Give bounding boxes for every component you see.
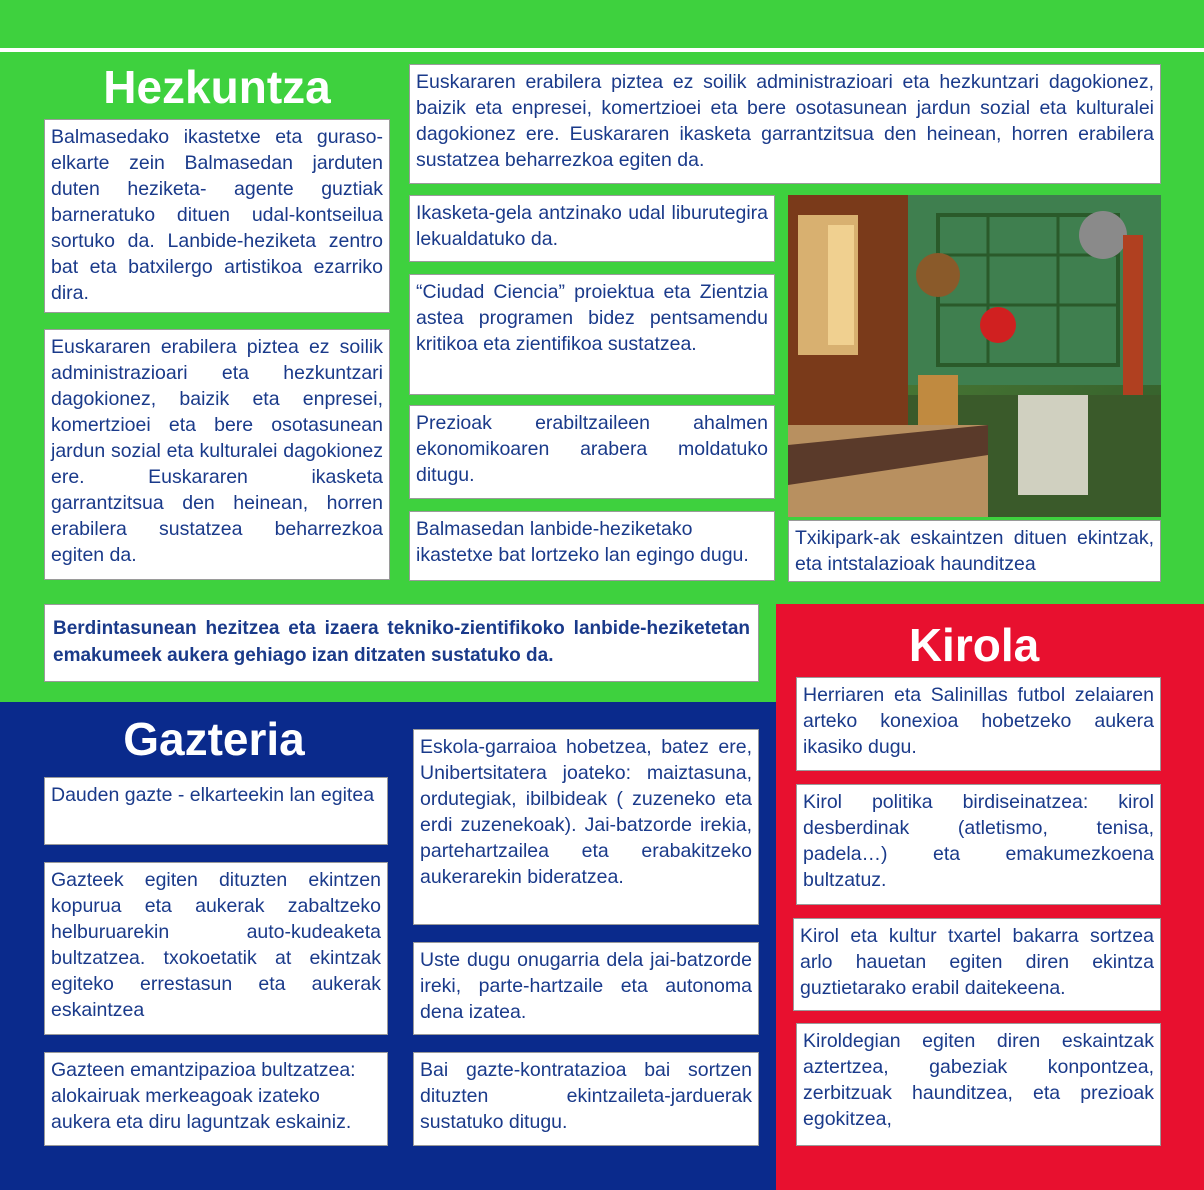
gazteria-box-festival-committee: Uste dugu onugarria dela jai-batzorde ireki, parte-hartzaile eta autonoma dena izatea. <box>413 942 759 1035</box>
green-top-band <box>0 0 1204 48</box>
hezkuntza-box-vocational: Balmasedan lanbide-heziketako ikastetxe bat lortzeko lan egingo dugu. <box>409 511 775 581</box>
hezkuntza-banner: Berdintasunean hezitzea eta izaera tekniko-zientifikoko lanbide-heziketetan emakumeek aukera gehiago izan ditzaten sustatuko da. <box>44 604 759 682</box>
gazteria-box-youth-employment: Bai gazte-kontratazioa bai sortzen dituzten ekintzaileta-jarduerak sustatuko ditugu. <box>413 1052 759 1146</box>
gazteria-box-emancipation: Gazteen emantzipazioa bultzatzea: alokairuak merkeagoak izateko aukera eta diru laguntzak eskainiz. <box>44 1052 388 1146</box>
hezkuntza-box-euskara: Euskararen erabilera piztea ez soilik administrazioari eta hezkuntzari dagokionez, baizik eta enpresei, komertzioei eta bere osotasunean jardun sozial eta kulturalei dagokionez ere. Euskararen ikasketa garrantzitsua den heinean, horren erabilera sustatzea beharrezkoa egiten da. <box>44 329 390 580</box>
hezkuntza-box-ciudad-ciencia: “Ciudad Ciencia” proiektua eta Zientzia astea programen bidez pentsamendu kritikoa eta zientifikoa sustatzea. <box>409 274 775 395</box>
kirola-box-sports-center: Kiroldegian egiten diren eskaintzak aztertzea, gabeziak konpontzea, zerbitzuak haunditzea, eta prezioak egokitzea, <box>796 1023 1161 1146</box>
txikipark-caption: Txikipark-ak eskaintzen dituen ekintzak, eta intstalazioak haunditzea <box>788 520 1161 582</box>
kirola-title: Kirola <box>908 619 1040 671</box>
hezkuntza-box-council: Balmasedako ikastetxe eta guraso-elkarte zein Balmasedan jarduten duten heziketa- agente guztiak barneratuko dituen udal-kontseilua sortuko da. Lanbide-heziketa zentro bat eta batxilergo artistikoa ezarriko dira. <box>44 119 390 313</box>
hezkuntza-box-study-room: Ikasketa-gela antzinako udal liburutegira lekualdatuko da. <box>409 195 775 262</box>
kirola-box-sports-policy: Kirol politika birdiseinatzea: kirol desberdinak (atletismo, tenisa, padela…) eta emakumezkoena bultzatuz. <box>796 784 1161 905</box>
gazteria-box-transport: Eskola-garraioa hobetzea, batez ere, Unibertsitatera joateko: maiztasuna, ordutegiak, ibilbideak ( zuzeneko eta erdi zuzenekoak). Jai-batzorde irekia, partehartzailea eta erabakitzeko aukerarekin bideratzea. <box>413 729 759 925</box>
hezkuntza-box-euskara-top: Euskararen erabilera piztea ez soilik administrazioari eta hezkuntzari dagokionez, baizik eta enpresei, komertzioei eta bere osotasunean jardun sozial eta kulturalei dagokionez ere. Euskararen ikasketa garrantzitsua den heinean, horren erabilera sustatzea beharrezkoa egiten da. <box>409 64 1161 184</box>
kirola-box-football-field: Herriaren eta Salinillas futbol zelaiaren arteko konexioa hobetzeko aukera ikasiko dugu. <box>796 677 1161 771</box>
hezkuntza-box-prices: Prezioak erabiltzaileen ahalmen ekonomikoaren arabera moldatuko ditugu. <box>409 405 775 499</box>
gazteria-box-associations: Dauden gazte - elkarteekin lan egitea <box>44 777 388 845</box>
txikipark-photo <box>788 195 1161 517</box>
kirola-box-single-card: Kirol eta kultur txartel bakarra sortzea arlo hauetan egiten diren ekintza guztietarako erabil daitekeena. <box>793 918 1161 1011</box>
hezkuntza-title: Hezkuntza <box>103 61 331 113</box>
gazteria-box-self-management: Gazteek egiten dituzten ekintzen kopurua eta aukerak zabaltzeko helburuarekin auto-kudeaketa bultzatzea. txokoetatik at ekintzak egiteko errestasun eta aukerak eskaintzea <box>44 862 388 1035</box>
gazteria-title: Gazteria <box>123 713 305 765</box>
